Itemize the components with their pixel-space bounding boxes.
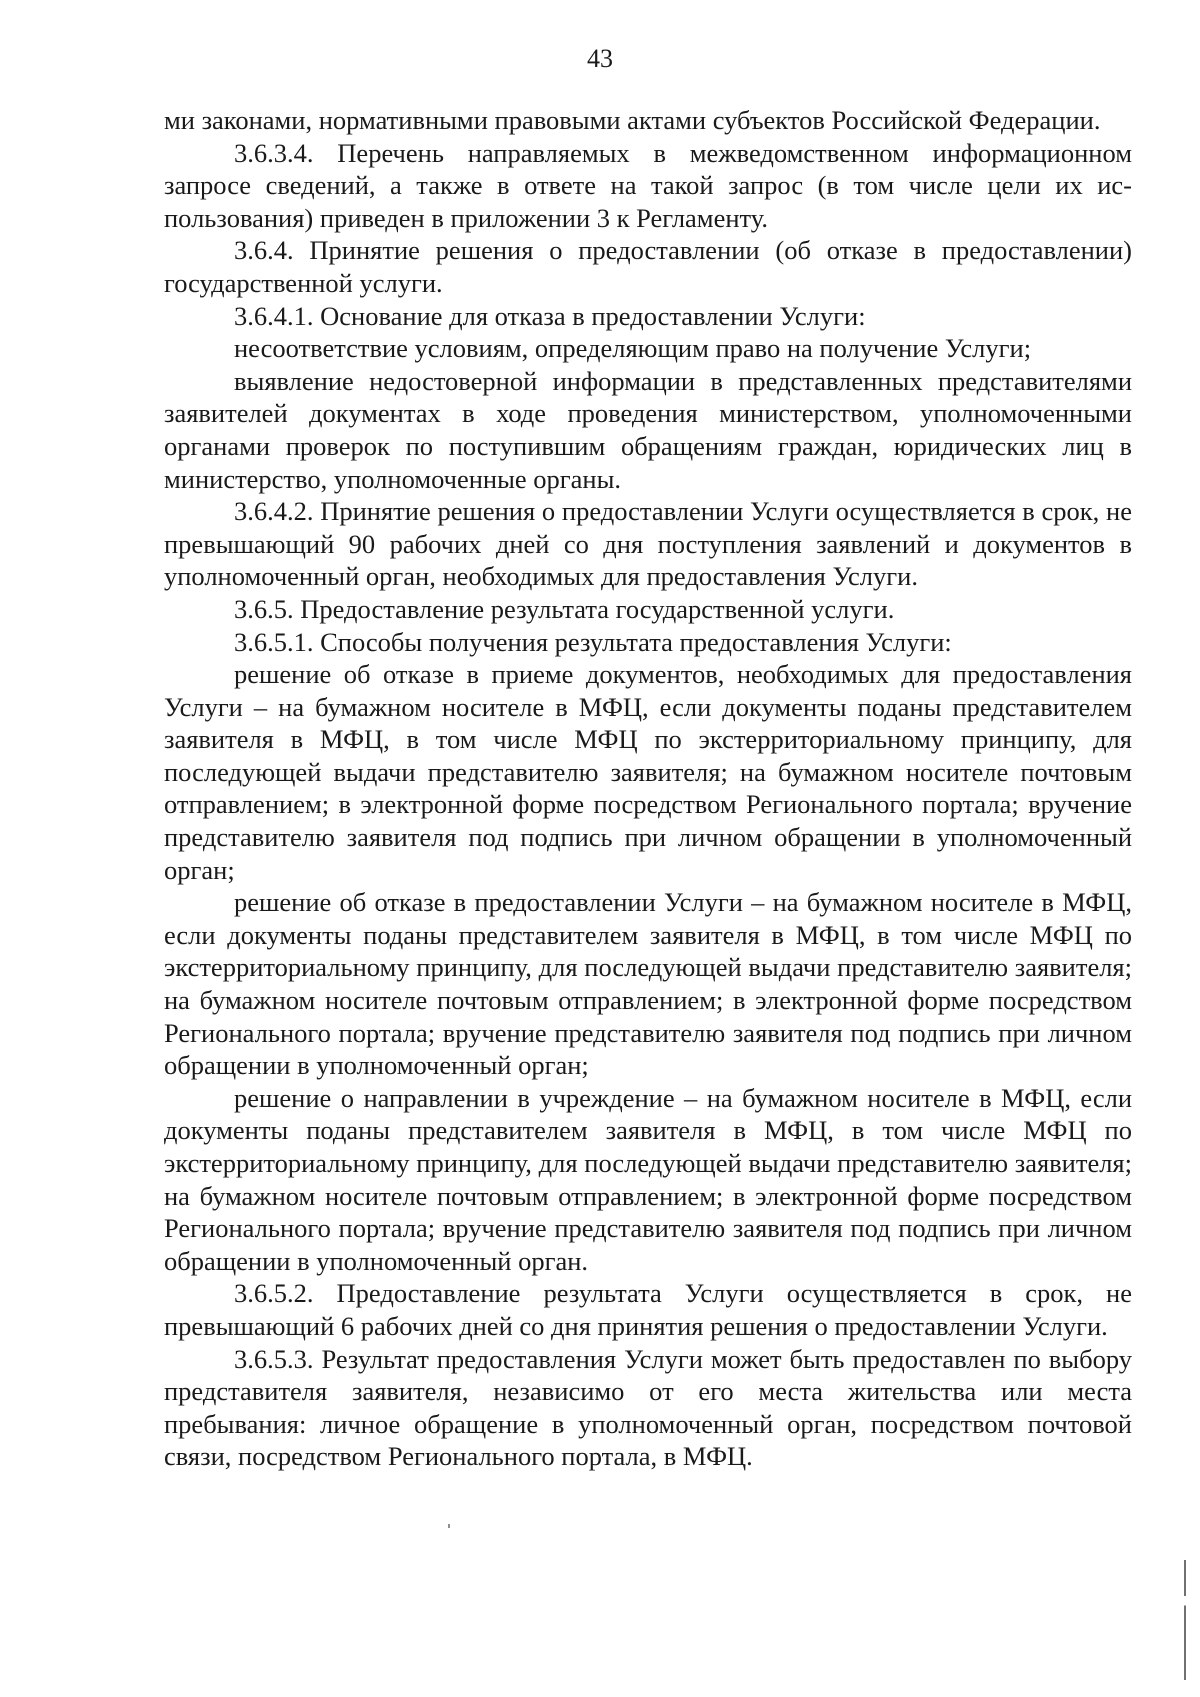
paragraph-3-6-5-3: 3.6.5.3. Результат предоставления Услуги может быть предоставлен по выбору представителя заявителя, независимо от его места жительства или места пребывания: личное обращение в уполномоченный орган, посредством почтовой связи, посредством Регионального портала, в МФЦ. bbox=[164, 1343, 1132, 1472]
paragraph-3-6-3-4: 3.6.3.4. Перечень направляемых в межведомственном информационном запросе сведений, а также в ответе на такой запрос (в том числе цели их использования) приведен в приложении 3 к Регламенту. bbox=[164, 137, 1132, 233]
paragraph-3-6-4-1: 3.6.4.1. Основание для отказа в предоставлении Услуги: bbox=[234, 300, 866, 331]
paragraph-3-6-5: 3.6.5. Предоставление результата государственной услуги. bbox=[234, 593, 895, 624]
paragraph-refusal-ground-2: выявление недостоверной информации в представленных представителями заявителей документах в ходе проведения министерством, уполномоченными органами проверок по поступившим обращениям граждан, юридических лиц в министерство, уполномоченные органы. bbox=[164, 365, 1132, 494]
paragraph-refusal-ground-1: несоответствие условиям, определяющим право на получение Услуги; bbox=[234, 333, 1032, 364]
paragraph-continuation: ми законами, нормативными правовыми актами субъектов Российской Федерации. bbox=[164, 105, 1101, 135]
paragraph-result-refusal-acceptance: решение об отказе в приеме документов, необходимых для предоставления Услуги – на бумажном носителе в МФЦ, если документы поданы представителем заявителя в МФЦ, в том числе МФЦ по экстерриториальному принципу, для последующей выдачи представителю заявителя; на бумажном носителе почтовым отправлением; в электронной форме посредством Регионального портала; вручение представителю заявителя под подпись при личном обращении в уполномоченный орган; bbox=[164, 659, 1132, 885]
page-number: 43 bbox=[587, 44, 613, 73]
paragraph-3-6-5-1: 3.6.5.1. Способы получения результата предоставления Услуги: bbox=[234, 626, 952, 657]
document-body bbox=[164, 104, 1132, 1473]
scan-edge-mark bbox=[1184, 1560, 1186, 1680]
paragraph-3-6-4-2: 3.6.4.2. Принятие решения о предоставлении Услуги осуществляется в срок, не превышающий 90 рабочих дней со дня поступления заявлений и документов в уполномоченный орган, необходимых для предоставления Услуги. bbox=[164, 496, 1132, 592]
paragraph-result-refusal-service: решение об отказе в предоставлении Услуги – на бумажном носителе в МФЦ, если документы поданы представителем заявителя в МФЦ, в том числе МФЦ по экстерриториальному принципу, для последующей выдачи представителю заявителя; на бумажном носителе почтовым отправлением; в электронной форме посредством Регионального портала; вручение представителю заявителя под подпись при личном обращении в уполномоченный орган; bbox=[164, 887, 1132, 1081]
paragraph-3-6-4: 3.6.4. Принятие решения о предоставлении (об отказе в предоставлении) государственной услуги. bbox=[164, 235, 1132, 298]
paragraph-3-6-5-2: 3.6.5.2. Предоставление результата Услуги осуществляется в срок, не превышающий 6 рабочих дней со дня принятия решения о предоставлении Услуги. bbox=[164, 1278, 1132, 1341]
scan-speck bbox=[448, 1524, 450, 1528]
paragraph-result-referral: решение о направлении в учреждение – на бумажном носителе в МФЦ, если документы поданы представителем заявителя в МФЦ, в том числе МФЦ по экстерриториальному принципу, для последующей выдачи представителю заявителя; на бумажном носителе почтовым отправлением; в электронной форме посредством Регионального портала; вручение представителю заявителя под подпись при личном обращении в уполномоченный орган. bbox=[164, 1082, 1132, 1276]
